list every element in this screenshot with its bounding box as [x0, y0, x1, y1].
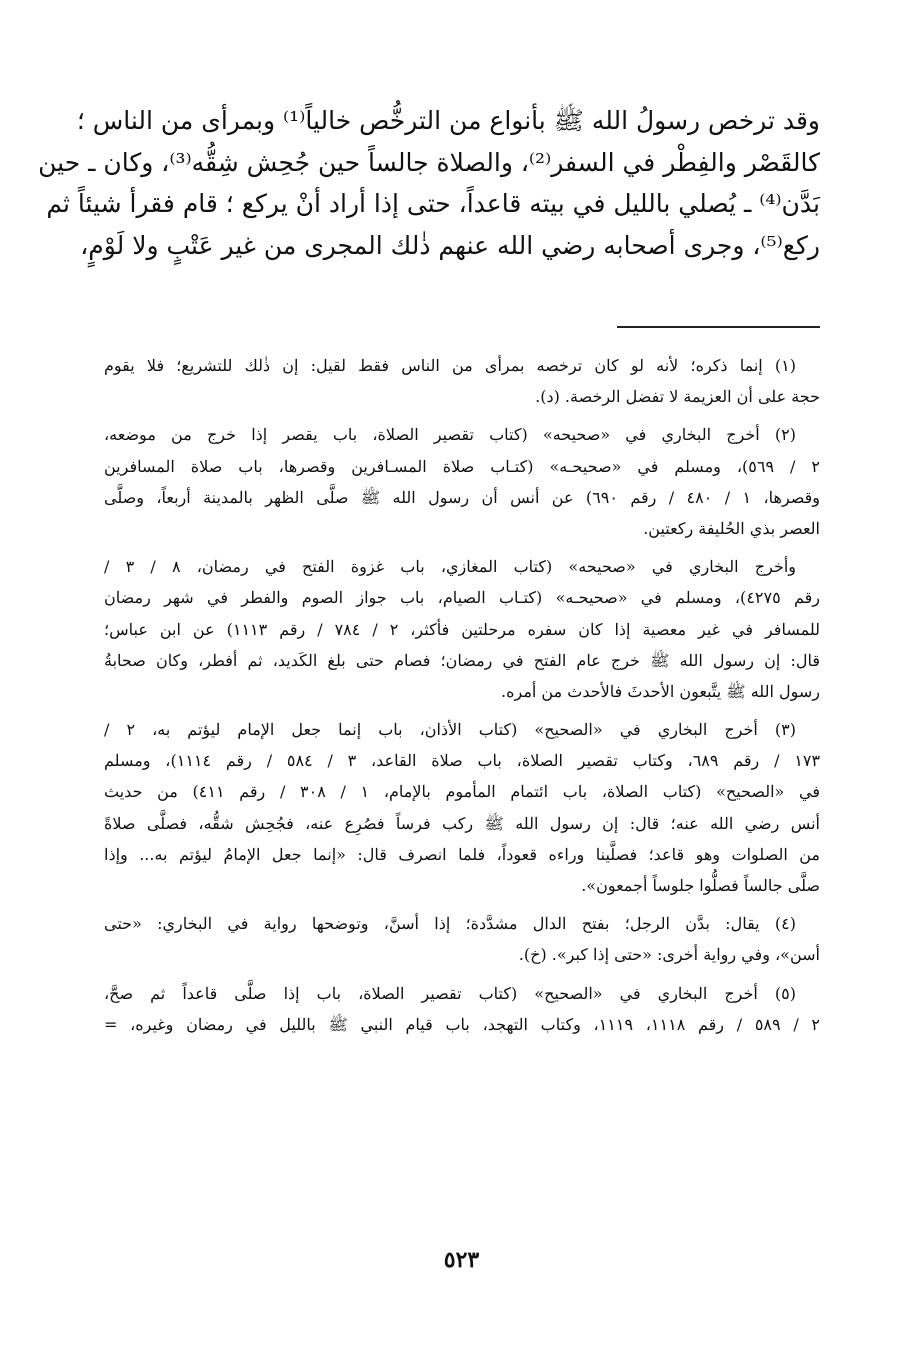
footnote-5 [104, 978, 820, 1040]
main-text [38, 100, 820, 266]
footnote-line: أنس رضي الله عنه؛ قال: إن رسول الله ﷺ ركب فرساً فصُرِع عنه، فجُحِش شقُّه، فصلَّى صلاةً [104, 813, 820, 833]
footnote-line: (٢) أخرج البخاري في «صحيحه» (كتاب تقصير الصلاة، باب يقصر إذا خرج من موضعه، [104, 425, 796, 445]
main-text-line: وقد ترخص رسولُ الله ﷺ بأنواع من الترخُّص خالياً⁽¹⁾ وبمرأى من الناس ؛ [76, 106, 820, 135]
footnote-line: (٣) أخرج البخاري في «الصحيح» (كتاب الأذان، باب إنما جعل الإمام ليؤتم به، ٢ / [104, 720, 796, 740]
footnote-line: وقصرها، ١ / ٤٨٠ / رقم ٦٩٠) عن أنس أن رسول الله ﷺ صلَّى الظهر بالمدينة أربعاً، وصلَّى [104, 487, 821, 507]
footnote-line: ١٧٣ / رقم ٦٨٩، وكتاب تقصير الصلاة، باب صلاة القاعد، ٣ / ٥٨٤ / رقم ١١١٤)، ومسلم [104, 751, 821, 771]
footnote-line: حجة على أن العزيمة لا تفضل الرخصة. (د). [535, 387, 820, 407]
main-text-line: كالقَصْر والفِطْر في السفر⁽²⁾، والصلاة جالساً حين جُحِش شِقُّه⁽³⁾، وكان ـ حين [38, 147, 820, 177]
main-text-line: ركع⁽⁵⁾، وجرى أصحابه رضي الله عنهم ذٰلك المجرى من غير عَتْبٍ ولا لَوْمٍ، [80, 230, 820, 260]
footnote-line: في «الصحيح» (كتاب الصلاة، باب ائتمام المأموم بالإمام، ١ / ٣٠٨ / رقم ٤١١) من حديث [104, 782, 820, 802]
footnote-line: (٥) أخرج البخاري في «الصحيح» (كتاب تقصير الصلاة، باب إذا صلَّى قاعداً ثم صحَّ، [104, 983, 797, 1003]
footnotes [104, 350, 820, 1040]
footnote-line: وأخرج البخاري في «صحيحه» (كتاب المغازي، باب غزوة الفتح في رمضان، ٨ / ٣ / [104, 557, 797, 577]
footnote-line: رقم ٤٢٧٥)، ومسلم في «صحيحـه» (كتـاب الصيام، باب جواز الصوم والفطر في شهر رمضان [104, 588, 821, 608]
footnote-line: أسن»، وفي رواية أخرى: «حتى إذا كبر». (خ). [518, 945, 820, 965]
footnote-line: (٤) يقال: بدَّن الرجل؛ بفتح الدال مشدَّدة؛ إذا أسنَّ، وتوضحها رواية في البخاري: «حتى [104, 914, 796, 934]
page-number: ٥٢٣ [443, 1247, 480, 1273]
footnote-line: (١) إنما ذكره؛ لأنه لو كان ترخصه بمرأى من الناس فقط لقيل: إن ذٰلك للتشريع؛ فلا يقوم [104, 356, 796, 375]
footnote-line: العصر بذي الحُليفة ركعتين. [643, 518, 820, 538]
footnote-line: ٢ / ٥٨٩ / رقم ١١١٨، ١١١٩، وكتاب التهجد، باب قيام النبي ﷺ بالليل في رمضان وغيره، = [104, 1014, 821, 1034]
footnote-line: للمسافر في غير معصية إذا كان سفره مرحلتين فأكثر، ٢ / ٧٨٤ / رقم ١١١٣) عن ابن عباس؛ [104, 619, 821, 639]
footnote-divider [617, 326, 820, 328]
footnote-2-continued [104, 551, 820, 707]
footnote-4 [104, 908, 820, 970]
footnote-3 [104, 714, 820, 901]
footnote-2 [104, 419, 820, 544]
footnote-1 [104, 350, 820, 412]
footnote-line: ٢ / ٥٦٩)، ومسلم في «صحيحـه» (كتـاب صلاة المسـافرين وقصرها، باب صلاة المسافرين [104, 456, 821, 476]
footnote-line: رسول الله ﷺ يتَّبعون الأحدثَ فالأحدث من أمره. [501, 681, 820, 701]
main-text-line: بَدَّن⁽⁴⁾ ـ يُصلي بالليل في بيته قاعداً، حتى إذا أراد أنْ يركع ؛ قام فقرأ شيئاً ثم [46, 189, 820, 218]
footnote-line: صلَّى جالساً فصلُّوا جلوساً أجمعون». [581, 876, 820, 895]
footnote-line: قال: إن رسول الله ﷺ خرج عام الفتح في رمضان؛ فصام حتى بلغ الكَديد، ثم أفطر، وكان صحابةُ [104, 650, 820, 670]
footnote-line: من الصلوات وهو قاعد؛ فصلَّينا وراءه قعوداً، فلما انصرف قال: «إنما جعل الإمامُ ليؤتم به... وإذا [104, 844, 821, 864]
